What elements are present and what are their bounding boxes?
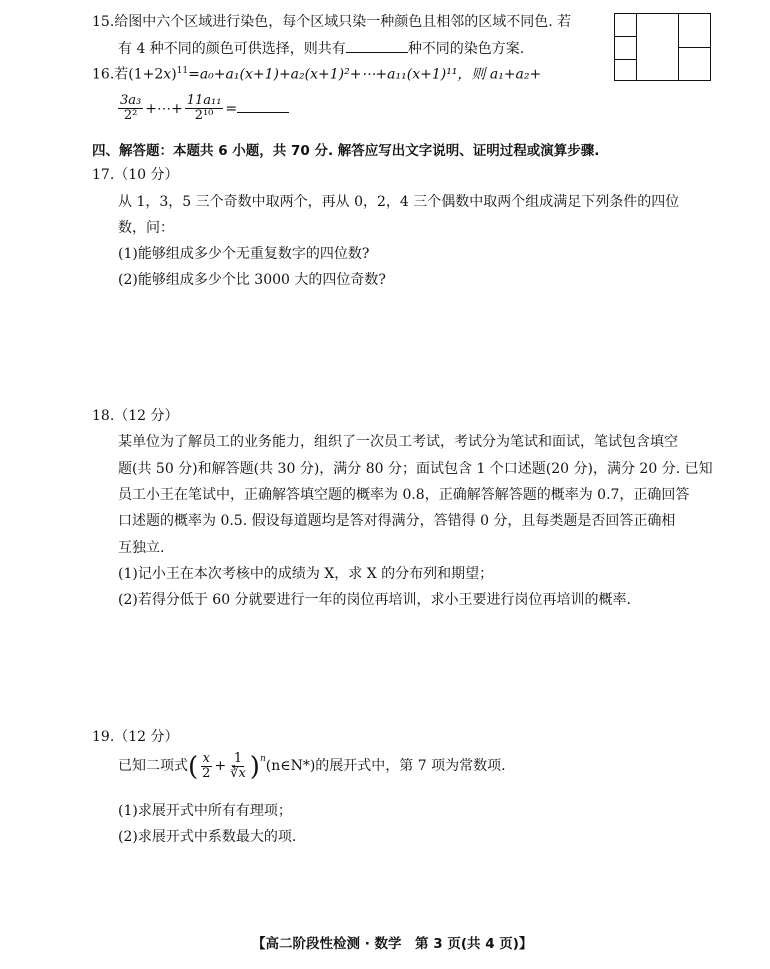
q16-answer-blank	[237, 100, 289, 113]
q19-exp-n: n	[259, 754, 266, 764]
q16-line2	[116, 94, 289, 124]
figure-divider-1	[636, 13, 637, 81]
q19-frac1-num: x	[202, 751, 210, 766]
q16-fraction-2	[185, 94, 224, 124]
q16-prefix: 若(1+2	[114, 66, 164, 83]
q19-frac2-num: 1	[233, 751, 243, 766]
q19-intro: 已知二项式	[118, 758, 188, 775]
figure-divider-3	[614, 36, 636, 37]
q16-number: 16.	[92, 66, 115, 83]
q16-equals: =	[225, 100, 238, 117]
q17-header: 17.（10 分）	[92, 167, 179, 183]
q19-frac2-den: ∛x	[230, 766, 246, 782]
q19-fraction-1	[200, 752, 212, 782]
q18-line1: 某单位为了解员工的业务能力，组织了一次员工考试，考试分为笔试和面试，笔试包含填空	[118, 434, 678, 450]
q15-answer-blank	[346, 40, 408, 53]
q16-line1	[92, 66, 541, 83]
q18-line4: 口述题的概率为 0.5. 假设每道题均是答对得满分，答错得 0 分，且每类题是否回答正确相	[118, 513, 676, 529]
q19-fraction-2	[228, 752, 248, 782]
q19-part1: (1)求展开式中所有有理项；	[118, 803, 292, 819]
page-footer: 【高二阶段性检测 · 数学 第 3 页(共 4 页)】	[252, 936, 533, 952]
q18-header: 18.（12 分）	[92, 408, 179, 424]
q19-plus: +	[214, 758, 227, 775]
q15-text-line2a: 有 4 种不同的颜色可供选择，则共有	[118, 41, 346, 57]
q19-part2: (2)求展开式中系数最大的项.	[118, 829, 297, 845]
q17-line2: 数，问：	[118, 220, 174, 236]
q19-statement	[118, 752, 506, 782]
section-4-heading: 四、解答题：本题共 6 小题，共 70 分. 解答应写出文字说明、证明过程或演算步骤.	[92, 143, 600, 159]
q16-var-x: x	[163, 66, 172, 83]
q15-text-line2b: 种不同的染色方案.	[407, 41, 525, 57]
q19-condition: (n∈N*)的展开式中，第 7 项为常数项.	[265, 758, 506, 775]
q18-line2: 题(共 50 分)和解答题(共 30 分)，满分 80 分；面试包含 1 个口述题(20 分)，满分 20 分. 已知	[118, 461, 713, 477]
q16-frac1-num: 3a₃	[120, 93, 142, 108]
q18-part2: (2)若得分低于 60 分就要进行一年的岗位再培训，求小王要进行岗位再培训的概率.	[118, 592, 631, 608]
q15-line1	[92, 14, 571, 31]
q18-part1: (1)记小王在本次考核中的成绩为 X，求 X 的分布列和期望；	[118, 566, 494, 582]
q17-part2: (2)能够组成多少个比 3000 大的四位奇数?	[118, 272, 386, 288]
q16-frac2-den: 2¹⁰	[194, 108, 214, 124]
q18-line3: 员工小王在笔试中，正确解答填空题的概率为 0.8，正确解答解答题的概率为 0.7，正确回答	[118, 487, 690, 503]
q16-close: )	[171, 66, 177, 83]
q18-line5: 互独立.	[118, 540, 165, 556]
q16-plus: +⋯+	[145, 100, 183, 117]
q16-terms: =a₀+a₁(x+1)+a₂(x+1)²+⋯+a₁₁(x+1)¹¹，则 a₁+a₂+	[188, 66, 542, 83]
q15-number: 15.	[92, 14, 115, 30]
q15-line2	[118, 40, 524, 58]
q16-exp: 11	[176, 66, 189, 76]
q16-frac1-den: 2²	[123, 108, 138, 124]
figure-divider-5	[678, 47, 711, 48]
q16-frac2-num: 11a₁₁	[186, 93, 222, 108]
q19-frac1-den: 2	[202, 766, 211, 782]
q19-header: 19.（12 分）	[92, 729, 179, 745]
figure-divider-4	[614, 59, 636, 60]
q16-fraction-1	[118, 94, 143, 124]
q17-part1: (1)能够组成多少个无重复数字的四位数?	[118, 246, 370, 262]
q19-open-paren: (	[188, 751, 199, 782]
q15-text-line1: 给图中六个区域进行染色，每个区域只染一种颜色且相邻的区域不同色. 若	[114, 14, 572, 30]
q19-close-paren: )	[249, 751, 260, 782]
q17-line1: 从 1，3，5 三个奇数中取两个，再从 0，2，4 三个偶数中取两个组成满足下列条件的四位	[118, 194, 680, 210]
